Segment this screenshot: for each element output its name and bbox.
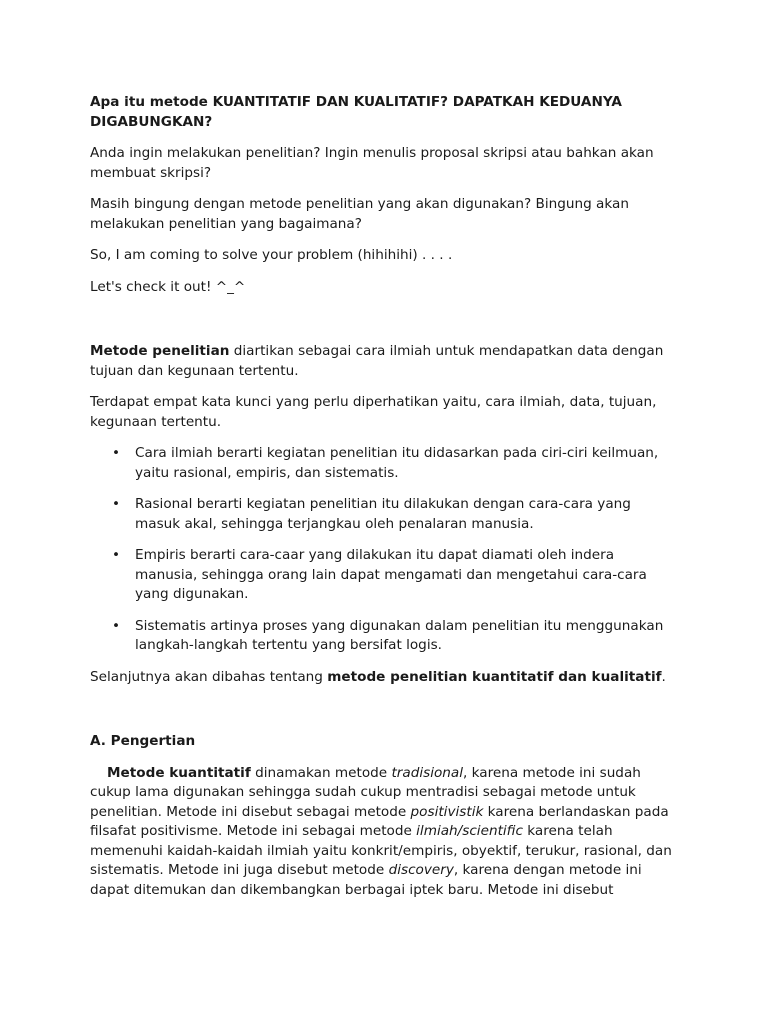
transition-period: . [661,668,666,685]
body-text: , karena dengan metode ini dapat ditemukan dan dikembangkan berbagai iptek baru. Metode ini disebut [90,862,642,898]
body-text: , karena metode ini sudah cukup lama digunakan sehingga sudah cukup mentradisi sebagai metode untuk penelitian. Metode ini disebut sebagai metode [90,764,641,820]
document-page [90,93,680,900]
bullet-icon: • [112,445,121,461]
intro-paragraph-4: Let's check it out! ^_^ [90,278,246,295]
section-heading: A. Pengertian [90,733,196,749]
bullet-icon: • [112,496,121,512]
list-item-text: Empiris berarti cara-caar yang dilakukan itu dapat diamati oleh indera manusia, sehingga orang lain dapat mengamati dan mengetahui cara-cara yang digunakan. [135,547,647,602]
list-item-text: Cara ilmiah berarti kegiatan penelitian itu didasarkan pada ciri-ciri keilmuan, yaitu rasional, empiris, dan sistematis. [135,445,659,481]
term-ilmiah-scientific: ilmiah/scientific [416,823,523,839]
list-item [90,617,680,656]
body-text: dinamakan metode [250,764,392,781]
body-text: karena telah memenuhi kaidah-kaidah ilmiah yaitu konkrit/empiris, obyektif, terukur, rasional, dan sistematis. Metode ini juga disebut metode [90,823,672,878]
definition-paragraph [90,342,680,381]
term-tradisional: tradisional [391,764,464,781]
list-item-text: Rasional berarti kegiatan penelitian itu dilakukan dengan cara-cara yang masuk akal, sehingga terjangkau oleh penalaran manusia. [135,496,631,532]
list-item-text: Sistematis artinya proses yang digunakan dalam penelitian itu menggunakan langkah-langkah tertentu yang bersifat logis. [135,617,664,653]
intro-paragraph-1: Anda ingin melakukan penelitian? Ingin menulis proposal skripsi atau bahkan akan membuat skripsi? [90,145,654,181]
transition-paragraph [90,668,680,688]
list-item [90,495,680,534]
transition-bold-text: metode penelitian kuantitatif dan kualitatif [327,668,662,685]
body-text: karena berlandaskan pada filsafat positivisme. Metode ini sebagai metode [90,803,669,839]
list-item [90,546,680,605]
term-metode-kuantitatif: Metode kuantitatif [107,764,251,781]
quantitative-paragraph [90,764,680,901]
bullet-icon: • [112,547,121,563]
intro-paragraph-2: Masih bingung dengan metode penelitian yang akan digunakan? Bingung akan melakukan penelitian yang bagaimana? [90,196,629,232]
transition-text: Selanjutnya akan dibahas tentang [90,668,328,685]
definition-term: Metode penelitian [90,343,230,359]
term-discovery: discovery [388,862,454,878]
definition-text: diartikan sebagai cara ilmiah untuk mendapatkan data dengan tujuan dan kegunaan tertentu. [90,343,664,379]
bullet-icon: • [112,617,121,634]
document-title: Apa itu metode KUANTITATIF DAN KUALITATIF? DAPATKAH KEDUANYA DIGABUNGKAN? [90,94,622,130]
term-positivistik: positivistik [410,803,484,820]
keyword-list [90,444,680,656]
list-item [90,444,680,483]
intro-paragraph-3: So, I am coming to solve your problem (hihihihi) . . . . [90,247,453,263]
keywords-paragraph: Terdapat empat kata kunci yang perlu diperhatikan yaitu, cara ilmiah, data, tujuan, kegunaan tertentu. [90,394,657,430]
